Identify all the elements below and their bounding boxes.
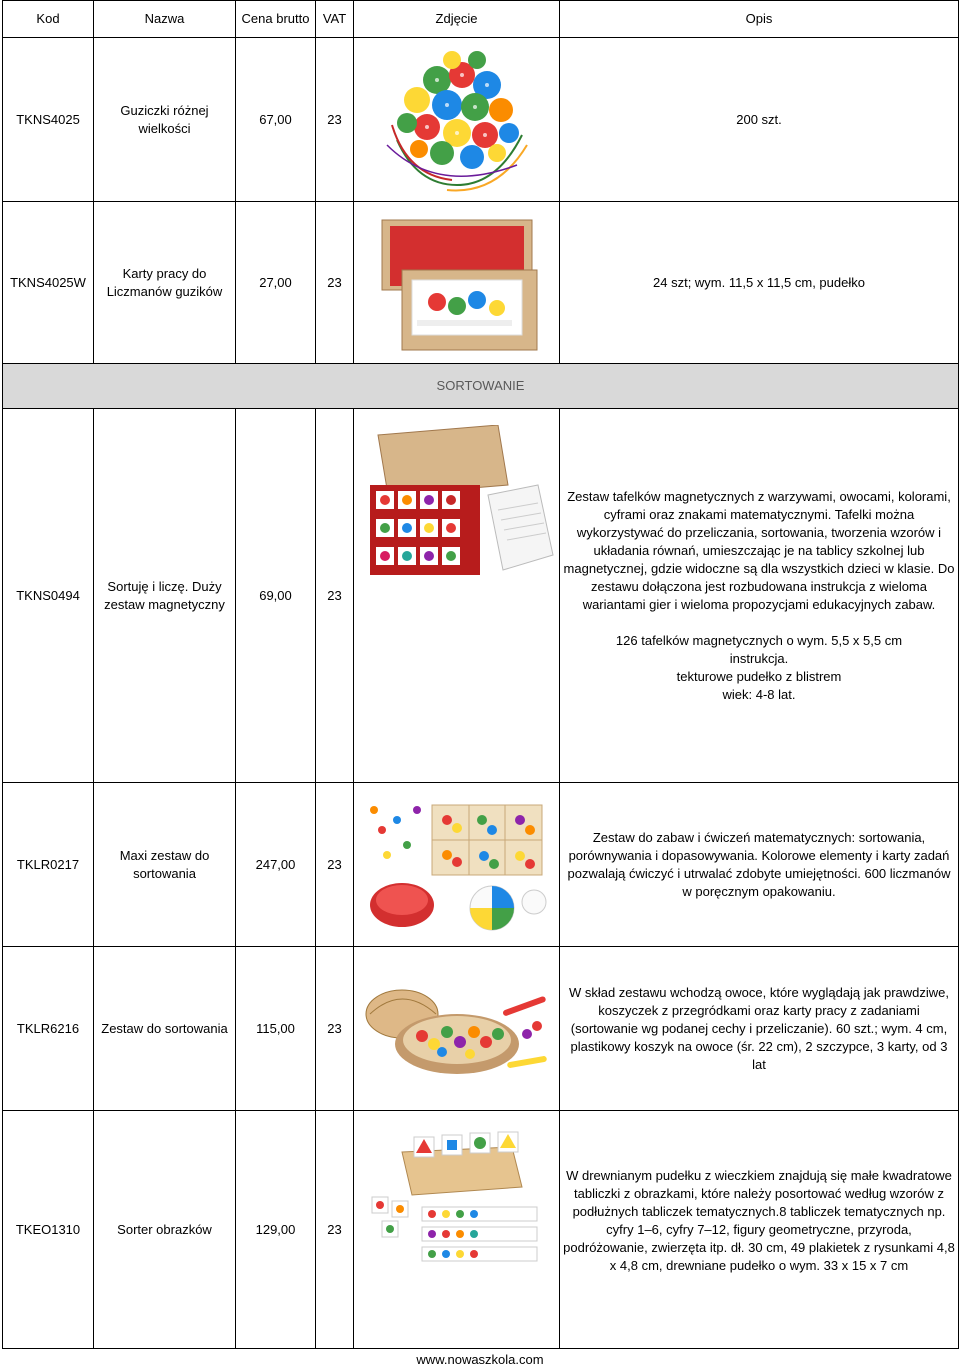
description-text: Zestaw do zabaw i ćwiczeń matematycznych: sortowania, porównywania i dopasowywania. Kolorowe elementy i karty zadań pozwalają ćwiczyć i utrwalać zdobyte umiejętności. 600 liczmanów w poręcznym opakowaniu. xyxy=(567,829,951,899)
table-row xyxy=(3,38,959,202)
product-price: 69,00 xyxy=(236,409,316,783)
description-text: W drewnianym pudełku z wieczkiem znajdują się małe kwadratowe tabliczki z obrazkami, które należy posortować według wzorów z podłużnych tabliczek tematycznych.8 tabliczek tematycznych np. cyfry 1–6, cyfry 7–12, figury geometryczne, przyroda, podróżowanie, zwierzęta itp. dł. 30 cm, 49 plakietek z rysunkami 4,8 x 4,8 cm, drewniane pudełko o wym. 33 x 15 x 7 cm xyxy=(563,1168,955,1273)
header-zdjecie: Zdjęcie xyxy=(354,1,560,38)
fruit-basket-tweezers-image xyxy=(362,974,552,1084)
product-name: Zestaw do sortowania xyxy=(94,947,236,1111)
product-code: TKNS0494 xyxy=(3,409,94,783)
section-title: SORTOWANIE xyxy=(3,364,959,409)
product-code: TKNS4025 xyxy=(3,38,94,202)
worksheet-box-image xyxy=(362,210,552,356)
product-table xyxy=(2,0,959,1349)
product-description xyxy=(560,783,959,947)
product-price: 27,00 xyxy=(236,202,316,364)
header-kod: Kod xyxy=(3,1,94,38)
description-text: 200 szt. xyxy=(736,111,782,127)
product-image-cell xyxy=(354,783,560,947)
product-code: TKLR6216 xyxy=(3,947,94,1111)
product-code: TKEO1310 xyxy=(3,1111,94,1349)
footer-url: www.nowaszkola.com xyxy=(416,1352,544,1367)
table-row xyxy=(3,409,959,783)
product-description xyxy=(560,1111,959,1349)
description-line: wiek: 4-8 lat. xyxy=(722,686,796,702)
description-line: instrukcja. xyxy=(729,650,789,666)
description-text: 24 szt; wym. 11,5 x 11,5 cm, pudełko xyxy=(653,274,865,290)
table-header-row xyxy=(3,1,959,38)
product-name: Karty pracy do Liczmanów guzików xyxy=(94,202,236,364)
magnetic-tiles-box-image xyxy=(358,425,558,585)
product-description xyxy=(560,38,959,202)
product-image-cell xyxy=(354,1111,560,1349)
table-row xyxy=(3,1111,959,1349)
product-vat: 23 xyxy=(316,947,354,1111)
product-code: TKNS4025W xyxy=(3,202,94,364)
wooden-picture-sorter-image xyxy=(362,1117,552,1267)
product-description xyxy=(560,409,959,783)
product-image-cell xyxy=(354,409,560,783)
product-name: Maxi zestaw do sortowania xyxy=(94,783,236,947)
product-name: Sortuję i liczę. Duży zestaw magnetyczny xyxy=(94,409,236,783)
colorful-buttons-image xyxy=(377,45,537,195)
product-image-cell xyxy=(354,38,560,202)
description-text: Zestaw tafelków magnetycznych z warzywami, owocami, kolorami, cyframi oraz znakami matematycznymi. Tafelki można wykorzystywać do przeliczania, sortowania, tworzenia wzorów i układania równań, umieszczając je na tablicy szkolnej lub magnetycznej, gdzie widoczne są dla wszystkich dzieci w klasie. Do zestawu dołączona jest rozbudowana instrukcja z wieloma wariantami gier i wieloma propozycjami edukacyjnych zabaw. xyxy=(563,488,955,612)
product-price: 115,00 xyxy=(236,947,316,1111)
product-vat: 23 xyxy=(316,202,354,364)
product-vat: 23 xyxy=(316,783,354,947)
product-description xyxy=(560,202,959,364)
product-price: 67,00 xyxy=(236,38,316,202)
product-image-cell xyxy=(354,947,560,1111)
description-text: W skład zestawu wchodzą owoce, które wyglądają jak prawdziwe, koszyczek z przegródkami oraz karty pracy z zadaniami (sortowanie wg podanej cechy i przeliczanie). 60 szt.; wym. 4 cm, plastikowy koszyk na owoce (śr. 22 cm), 2 szczypce, 3 karty, od 3 lat xyxy=(568,984,950,1072)
product-price: 247,00 xyxy=(236,783,316,947)
product-vat: 23 xyxy=(316,409,354,783)
header-opis: Opis xyxy=(560,1,959,38)
table-row xyxy=(3,783,959,947)
product-name: Guziczki różnej wielkości xyxy=(94,38,236,202)
product-vat: 23 xyxy=(316,1111,354,1349)
product-code: TKLR0217 xyxy=(3,783,94,947)
product-name: Sorter obrazków xyxy=(94,1111,236,1349)
product-image-cell xyxy=(354,202,560,364)
header-nazwa: Nazwa xyxy=(94,1,236,38)
description-line: tekturowe pudełko z blistrem xyxy=(676,668,842,684)
table-row xyxy=(3,202,959,364)
sorting-trays-counters-image xyxy=(362,790,552,940)
product-vat: 23 xyxy=(316,38,354,202)
product-price: 129,00 xyxy=(236,1111,316,1349)
description-line: 126 tafelków magnetycznych o wym. 5,5 x 5,5 cm xyxy=(615,632,903,648)
section-header-row xyxy=(3,364,959,409)
table-row xyxy=(3,947,959,1111)
product-description xyxy=(560,947,959,1111)
header-cena: Cena brutto xyxy=(236,1,316,38)
header-vat: VAT xyxy=(316,1,354,38)
